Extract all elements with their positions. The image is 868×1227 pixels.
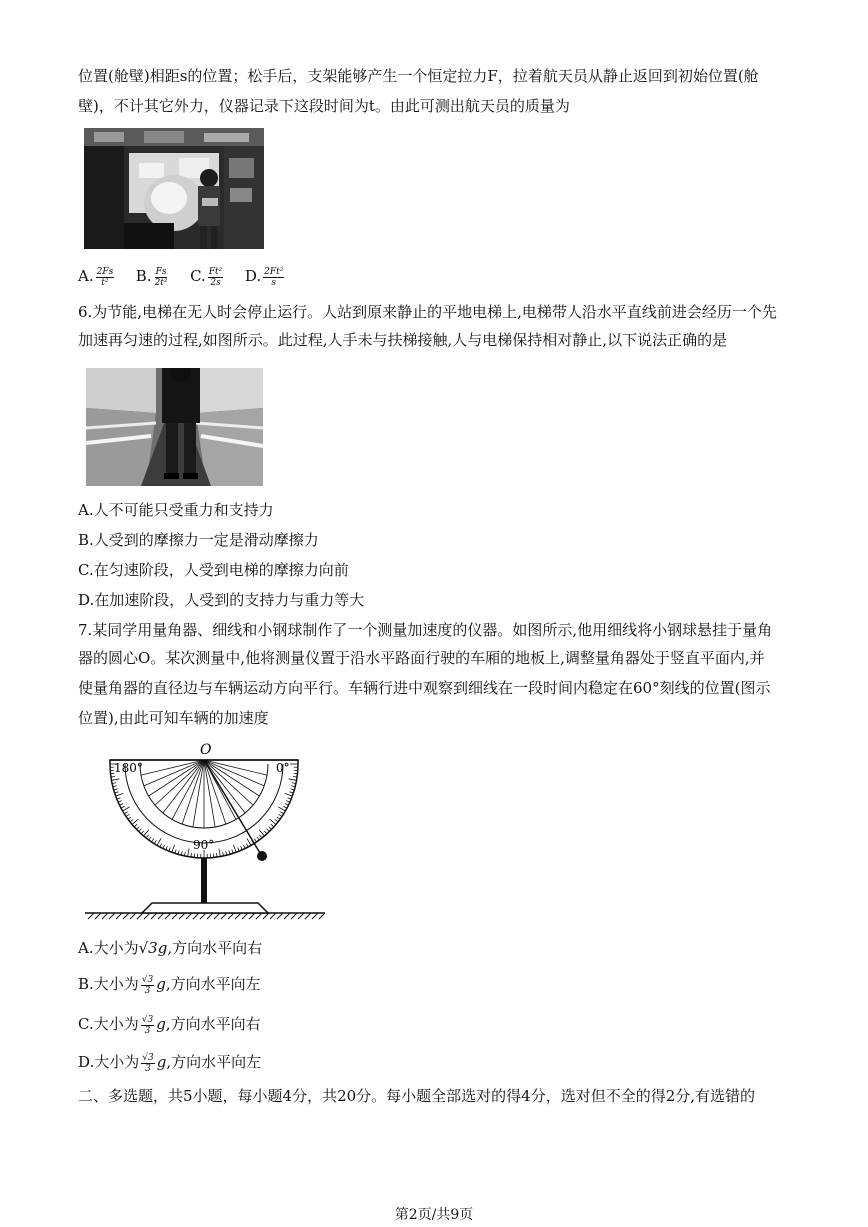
- ground-hatch: [137, 913, 143, 919]
- ground-hatch: [319, 913, 325, 919]
- ground-hatch: [228, 913, 234, 919]
- q7-text-line1: 7.某同学用量角器、细线和小钢球制作了一个测量加速度的仪器。如图所示,他用细线将小钢球悬挂于量角: [78, 621, 773, 639]
- ground-hatch: [298, 913, 304, 919]
- ground-hatch: [88, 913, 94, 919]
- page-footer: 第2页/共9页: [394, 1207, 474, 1223]
- ground-hatch: [95, 913, 101, 919]
- ground-hatch: [270, 913, 276, 919]
- ground-hatch: [207, 913, 213, 919]
- q7-text-line4: 位置),由此可知车辆的加速度: [78, 709, 269, 727]
- ground-hatch: [263, 913, 269, 919]
- q6-text-line1: 6.为节能,电梯在无人时会停止运行。人站到原来静止的平地电梯上,电梯带人沿水平直线前进会经历一个先: [78, 303, 777, 321]
- protractor-tick: [217, 853, 218, 857]
- ground-hatch: [179, 913, 185, 919]
- ground-hatch: [249, 913, 255, 919]
- ground-hatch: [116, 913, 122, 919]
- ground-hatch: [214, 913, 220, 919]
- ground-hatch: [200, 913, 206, 919]
- protractor-90-label: 90°: [193, 838, 215, 852]
- ground-hatch: [291, 913, 297, 919]
- section2-heading: 二、多选题，共5小题，每小题4分，共20分。每小题全部选对的得4分，选对但不全的得2分,有选错的: [78, 1087, 756, 1105]
- ground-hatch: [193, 913, 199, 919]
- ground-hatch: [144, 913, 150, 919]
- protractor-tick: [293, 777, 297, 778]
- ground-hatch: [256, 913, 262, 919]
- protractor-0-label: 0°: [276, 761, 290, 775]
- q5-text-line1: 位置(舱壁)相距s的位置；松手后，支架能够产生一个恒定拉力F，拉着航天员从静止返回到初始位置(舱: [78, 67, 759, 85]
- moving-walkway-photo: [86, 368, 263, 486]
- q5-option-c[interactable]: C. $\frac{\text{Ft²}}{2s}$: [190, 266, 223, 288]
- q7-option-d[interactable]: D.大小为 $\frac{√3}{3}$ g,方向水平向左: [78, 1052, 262, 1074]
- q6-option-d[interactable]: D.在加速阶段，人受到的支持力与重力等大: [78, 591, 365, 609]
- protractor-180-label: 180°: [114, 761, 143, 775]
- ground-hatch: [305, 913, 311, 919]
- q5-option-b[interactable]: B. $\frac{Fs}{\text{2t²}}$: [135, 266, 168, 288]
- q5-option-a[interactable]: A. $\frac{2Fs}{\text{t²}}$: [78, 266, 114, 288]
- q5-text-line2: 壁)，不计其它外力，仪器记录下这段时间为t。由此可测出航天员的质量为: [78, 97, 570, 115]
- ground-hatch: [165, 913, 171, 919]
- ground-hatch: [235, 913, 241, 919]
- protractor-tick: [111, 777, 115, 778]
- q6-option-a[interactable]: A.人不可能只受重力和支持力: [78, 501, 274, 519]
- protractor-center-label: O: [200, 742, 212, 758]
- ground-hatch: [284, 913, 290, 919]
- ground-hatch: [172, 913, 178, 919]
- ground-hatch: [221, 913, 227, 919]
- ground-hatch: [312, 913, 318, 919]
- ground-hatch: [158, 913, 164, 919]
- q6-text-line2: 加速再匀速的过程,如图所示。此过程,人手未与扶梯接触,人与电梯保持相对静止,以下说法正确的是: [78, 331, 728, 349]
- q7-option-a[interactable]: A.大小为√3g,方向水平向右: [78, 939, 263, 957]
- ground-hatch: [109, 913, 115, 919]
- ground-hatch: [242, 913, 248, 919]
- q6-option-b[interactable]: B.人受到的摩擦力一定是滑动摩擦力: [78, 531, 319, 549]
- ground-hatch: [151, 913, 157, 919]
- q6-option-c[interactable]: C.在匀速阶段，人受到电梯的摩擦力向前: [78, 561, 349, 579]
- ground-hatch: [123, 913, 129, 919]
- q7-option-b[interactable]: B.大小为 $\frac{√3}{3}$ g,方向水平向左: [78, 974, 261, 996]
- q5-options: [78, 266, 286, 288]
- ground-hatch: [186, 913, 192, 919]
- q5-option-d[interactable]: D. $\frac{\text{2Ft²}}{s}$: [244, 266, 284, 288]
- protractor-figure: [80, 740, 340, 925]
- ground-hatch: [102, 913, 108, 919]
- protractor-tick: [191, 853, 192, 857]
- q7-text-line3: 使量角器的直径边与车辆运动方向平行。车辆行进中观察到细线在一段时间内稳定在60°刻线的位置(图示: [78, 679, 771, 697]
- space-station-photo: [84, 128, 264, 249]
- ground-hatch: [277, 913, 283, 919]
- q7-option-c[interactable]: C.大小为 $\frac{√3}{3}$ g,方向水平向右: [78, 1014, 261, 1036]
- q7-text-line2: 器的圆心O。某次测量中,他将测量仪置于沿水平路面行驶的车厢的地板上,调整量角器处于竖直平面内,并: [78, 649, 765, 667]
- ground-hatch: [130, 913, 136, 919]
